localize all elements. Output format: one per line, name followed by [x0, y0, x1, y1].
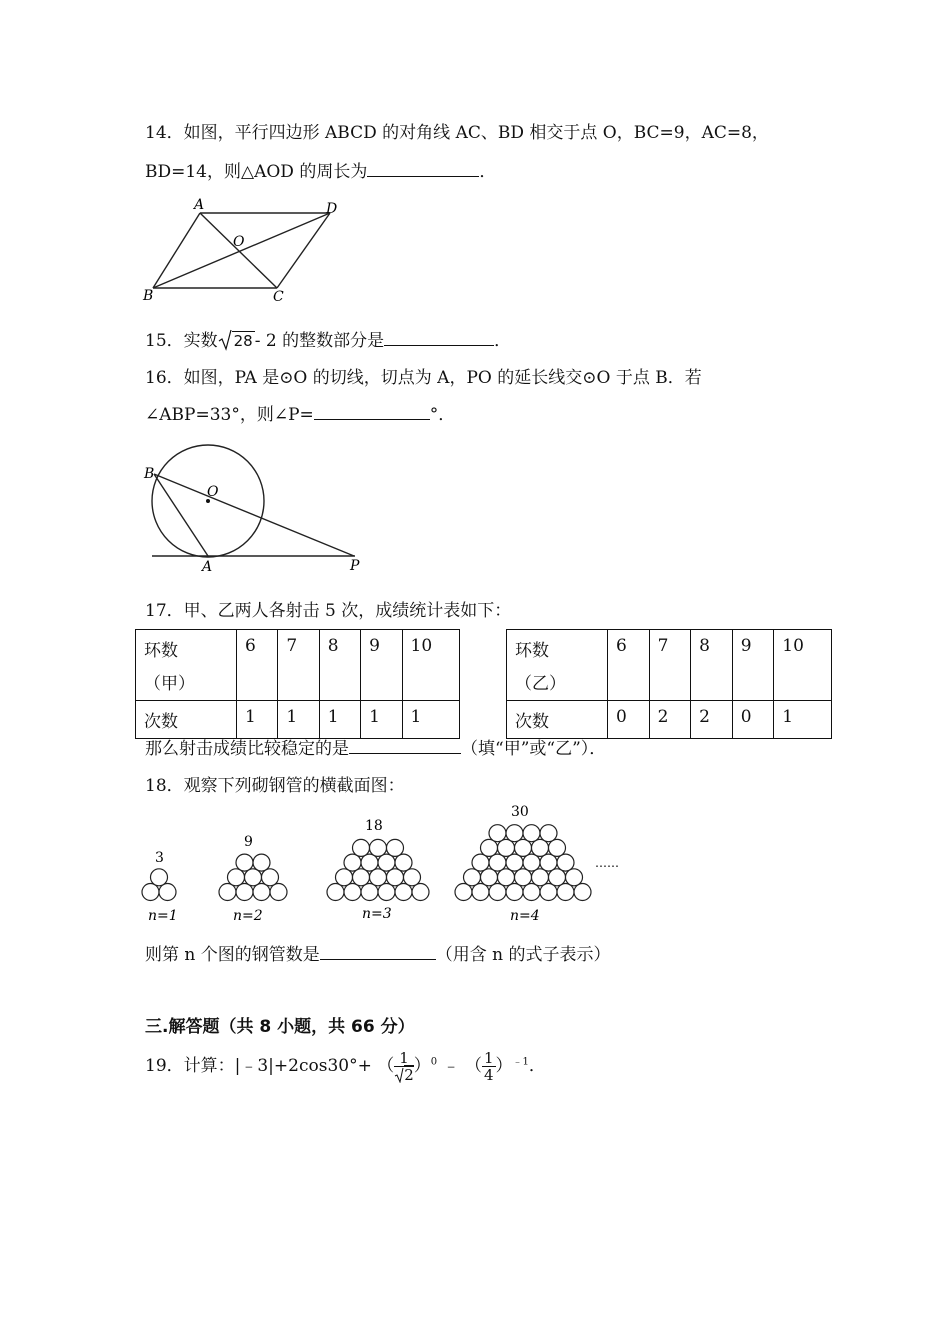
q16-line2-post: °．: [429, 405, 456, 425]
q18-pipe-circle: [344, 854, 361, 871]
q18-pipe-circle: [506, 825, 523, 842]
q19-frac1-den: 2: [404, 1066, 414, 1084]
q18-pipe-circle: [228, 869, 245, 886]
q14-line2-post: ．: [479, 162, 497, 182]
q18-ellipsis: ……: [595, 856, 619, 870]
q18-fig1-label: n=1: [148, 908, 178, 924]
q17-jia-header-l1: 环数: [144, 641, 178, 661]
q18-fig1-count: 3: [155, 850, 164, 866]
q18-pipe-circle: [455, 884, 472, 901]
q18-line2-post: （用含 n 的式子表示）: [435, 945, 611, 965]
q18-fig4-label: n=4: [510, 908, 540, 924]
q15-mid: - 2 的整数部分是: [254, 331, 385, 351]
q16-circle-figure: [140, 440, 370, 575]
q19-pre: 19．计算：|﹣3|+2cos30°+ （: [145, 1056, 395, 1076]
q18-pipe-circle: [523, 854, 540, 871]
q18-pipe-circle: [574, 884, 591, 901]
q18-pipes-figure: [140, 800, 630, 930]
q19-minus: ﹣ （: [442, 1056, 482, 1076]
q19-fraction-2: [482, 1050, 496, 1083]
q19-frac2-den: 4: [483, 1066, 494, 1084]
q15-answer-blank: [384, 327, 494, 346]
q17-jia-count: 1: [361, 701, 402, 739]
q18-pipe-circle: [472, 884, 489, 901]
q19-exp2: ﹣1: [512, 1056, 529, 1068]
q17-yi-count-label: 次数: [507, 701, 608, 739]
q19-mid: ）: [413, 1056, 431, 1076]
q17-yi-count: 1: [774, 701, 832, 739]
q17-yi-header-l2: （乙）: [515, 674, 566, 694]
q16-label-b: B: [144, 466, 155, 482]
q18-pipe-circle: [549, 839, 566, 856]
q18-pipe-circle: [142, 884, 159, 901]
q14-label-d: D: [326, 201, 338, 217]
q18-pipe-circle: [370, 839, 387, 856]
q18-pipe-circle: [489, 854, 506, 871]
q18-pipe-circle: [395, 854, 412, 871]
q18-pipe-circle: [378, 884, 395, 901]
q17-jia-count-label: 次数: [136, 701, 237, 739]
q18-pipe-circle: [387, 839, 404, 856]
q17-yi-ring: 9: [732, 630, 774, 701]
q18-pipe-circle: [361, 884, 378, 901]
q18-pipe-circle: [515, 839, 532, 856]
q14-parallelogram-figure: [140, 195, 350, 310]
q17-table-yi: [506, 629, 832, 739]
q14-answer-blank: [367, 158, 479, 177]
q17-answer-blank: [349, 735, 461, 754]
q19-fraction-1: [394, 1050, 414, 1083]
q18-pipe-circle: [262, 869, 279, 886]
q18-pipe-circle: [481, 869, 498, 886]
q18-answer-blank: [320, 941, 436, 960]
q17-yi-count: 0: [732, 701, 774, 739]
q17-yi-ring: 7: [649, 630, 691, 701]
q19-frac1-den-wrap: [394, 1067, 414, 1083]
q18-pipe-circle: [236, 854, 253, 871]
q18-pipe-circle: [523, 884, 540, 901]
q18-pipe-circle: [523, 825, 540, 842]
q19-end: ．: [528, 1056, 546, 1076]
q17-jia-ring: 7: [278, 630, 319, 701]
q19-exp1: 0: [430, 1056, 438, 1068]
q18-pipe-circle: [344, 884, 361, 901]
q18-pipe-circle: [361, 854, 378, 871]
q18-pipe-circle: [378, 854, 395, 871]
q16-line2: [145, 400, 455, 425]
q16-label-p: P: [350, 558, 360, 574]
q14-label-c: C: [273, 289, 284, 305]
q18-pipe-circle: [219, 884, 236, 901]
q14-edge-ba: [153, 213, 200, 288]
section3-heading: 三.解答题（共 8 小题，共 66 分）: [145, 1017, 415, 1037]
q18-pipe-circle: [506, 854, 523, 871]
q17-jia-count: 1: [319, 701, 360, 739]
q17-yi-count: 2: [691, 701, 733, 739]
q18-pipe-circle: [515, 869, 532, 886]
q18-pipe-circle: [489, 884, 506, 901]
q16-label-a: A: [202, 559, 213, 575]
q18-pipe-circle: [151, 869, 168, 886]
q18-fig2-count: 9: [244, 834, 253, 850]
q18-pipe-circle: [236, 884, 253, 901]
q15-pre: 15．实数: [145, 331, 218, 351]
q18-pipe-circle: [472, 854, 489, 871]
q18-pipe-circle: [245, 869, 262, 886]
q17-yi-header-l1: 环数: [515, 641, 549, 661]
q16-line-bp: [154, 474, 354, 556]
q18-pipe-circle: [532, 839, 549, 856]
q18-pipe-circle: [404, 869, 421, 886]
q15-line: [145, 326, 511, 351]
q18-line1: 18．观察下列砌钢管的横截面图：: [145, 776, 405, 796]
q18-pipe-circle: [557, 854, 574, 871]
q17-jia-count: 1: [402, 701, 460, 739]
q17-yi-ring: 10: [774, 630, 832, 701]
q18-fig3-label: n=3: [362, 906, 392, 922]
q17-yi-header-cell: [507, 630, 608, 701]
q18-pipe-circle: [353, 839, 370, 856]
q18-pipe-circle: [489, 825, 506, 842]
q16-line2-pre: ∠ABP=33°，则∠P=: [145, 405, 314, 425]
q18-pipe-circle: [387, 869, 404, 886]
q19-sqrt-sign: [394, 1067, 404, 1083]
q15-sqrt-sign: [218, 329, 232, 351]
q17-jia-ring: 6: [237, 630, 278, 701]
q18-fig4-count: 30: [511, 804, 529, 820]
q15-radicand: 28: [233, 332, 253, 350]
q18-pipe-circle: [540, 825, 557, 842]
q17-table-jia: [135, 629, 460, 739]
q17-yi-count: 0: [608, 701, 650, 739]
q17-jia-count: 1: [278, 701, 319, 739]
q17-line2: [145, 734, 606, 759]
q18-line2-pre: 则第 n 个图的钢管数是: [145, 945, 320, 965]
q18-pipe-circle: [540, 884, 557, 901]
q18-pipe-circle: [549, 869, 566, 886]
q17-line1: 17．甲、乙两人各射击 5 次，成绩统计表如下：: [145, 601, 512, 621]
q19-frac1-num: 1: [394, 1050, 414, 1067]
q18-pipe-circle: [540, 854, 557, 871]
q19-close: ）: [495, 1056, 513, 1076]
q14-label-b: B: [143, 288, 154, 304]
q18-pipe-circle: [412, 884, 429, 901]
q18-pipe-circle: [532, 869, 549, 886]
q18-pipe-circle: [353, 869, 370, 886]
q18-pipe-circle: [253, 884, 270, 901]
q14-label-a: A: [194, 197, 205, 213]
q18-pipe-circle: [370, 869, 387, 886]
q18-pipe-circle: [498, 839, 515, 856]
q17-jia-ring: 8: [319, 630, 360, 701]
q15-post: ．: [494, 331, 512, 351]
q18-pipe-circle: [481, 839, 498, 856]
q14-line2: [145, 157, 496, 182]
q18-pipe-circle: [159, 884, 176, 901]
q16-label-o: O: [207, 484, 219, 500]
q14-line1: 14．如图，平行四边形 ABCD 的对角线 AC、BD 相交于点 O，BC=9，AC=8，: [145, 123, 769, 143]
q18-pipe-circle: [253, 854, 270, 871]
q14-line2-pre: BD=14，则△AOD 的周长为: [145, 162, 368, 182]
q18-pipe-circle: [395, 884, 412, 901]
q17-jia-ring: 9: [361, 630, 402, 701]
q19-line: [145, 1050, 546, 1083]
q18-pipe-circle: [336, 869, 353, 886]
q18-pipe-circle: [327, 884, 344, 901]
q18-pipe-circle: [557, 884, 574, 901]
q17-jia-header-l2: （甲）: [144, 674, 195, 694]
q18-fig2-label: n=2: [233, 908, 263, 924]
q17-yi-ring: 8: [691, 630, 733, 701]
q19-frac2-num: 1: [483, 1049, 494, 1067]
q17-line2-post: （填“甲”或“乙”）．: [461, 739, 607, 759]
q18-pipe-circle: [566, 869, 583, 886]
q18-pipe-circle: [498, 869, 515, 886]
q17-yi-ring: 6: [608, 630, 650, 701]
q18-line2: [145, 940, 611, 965]
q17-line2-pre: 那么射击成绩比较稳定的是: [145, 739, 349, 759]
q17-yi-count: 2: [649, 701, 691, 739]
q14-label-o: O: [233, 234, 245, 250]
q18-fig3-count: 18: [365, 818, 383, 834]
q18-pipe-circle: [464, 869, 481, 886]
q14-diagonal-ac: [200, 213, 277, 288]
q18-pipe-circle: [270, 884, 287, 901]
q17-jia-header-cell: [136, 630, 237, 701]
q16-line-ba: [154, 474, 208, 556]
q17-jia-count: 1: [237, 701, 278, 739]
q16-answer-blank: [314, 401, 430, 420]
q16-line1: 16．如图，PA 是⊙O 的切线，切点为 A，PO 的延长线交⊙O 于点 B．若: [145, 368, 702, 388]
q17-jia-ring: 10: [402, 630, 460, 701]
q18-pipe-circle: [506, 884, 523, 901]
